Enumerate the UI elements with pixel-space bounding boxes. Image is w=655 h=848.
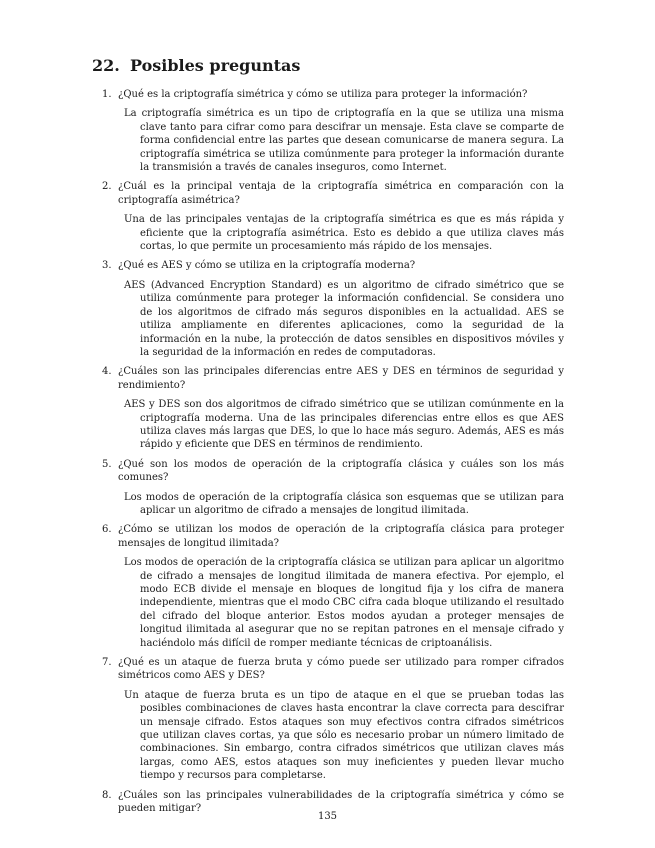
question-number: 7.: [102, 657, 112, 669]
answer-text: AES (Advanced Encryption Standard) es un algoritmo de cifrado simétrico que se utiliza comúnmente para proteger la información confidencial. Se considera uno de los algoritmos de cifrado más seguros disponibles en la actualidad. AES se utiliza ampliamente en diferentes aplicaciones, como la seguridad de la información en la nube, la protección de datos sensibles en dispositivos móviles y la seguridad de la información en redes de computadoras.: [124, 279, 564, 358]
question-number: 4.: [102, 366, 112, 378]
question-item: [92, 656, 564, 783]
answer-text: Una de las principales ventajas de la criptografía simétrica es que es más rápida y eficiente que la criptografía asimétrica. Esto es debido a que utiliza claves más cortas, lo que permite un procesamiento más rápido de los mensajes.: [124, 214, 564, 253]
question-item: [92, 88, 564, 174]
question-text: ¿Qué es un ataque de fuerza bruta y cómo puede ser utilizado para romper cifrados simétricos como AES y DES?: [118, 657, 564, 682]
page-number: 135: [317, 811, 338, 822]
question-text: ¿Qué son los modos de operación de la criptografía clásica y cuáles son los más comunes?: [118, 458, 564, 484]
question-item: [92, 180, 564, 253]
question-number: 2.: [102, 181, 112, 193]
question-text: ¿Cuáles son las principales vulnerabilidades de la criptografía simétrica y cómo se pueden mitigar?: [118, 789, 564, 815]
answer-text: AES y DES son dos algoritmos de cifrado simétrico que se utilizan comúnmente en la criptografía moderna. Una de las principales diferencias entre ellos es que AES utiliza claves más largas que DES, lo que lo hace más seguro. Además, AES es más rápido y eficiente que DES en términos de rendimiento.: [124, 399, 564, 451]
section-number: 22.: [92, 56, 120, 75]
question-number: 5.: [102, 458, 112, 470]
answer-text: Los modos de operación de la criptografía clásica se utilizan para aplicar un algoritmo de cifrado a mensajes de longitud ilimitada de manera efectiva. Por ejemplo, el modo ECB divide el mensaje en bloques de longitud fija y los cifra de manera independiente, mientras que el modo CBC cifra cada bloque utilizando el resultado del cifrado del bloque anterior. Estos modos ayudan a proteger mensajes de longitud ilimitada al asegurar que no se repitan patrones en el mensaje cifrado y haciéndolo más difícil de romper mediante técnicas de criptoanálisis.: [124, 557, 564, 649]
question-number: 6.: [102, 524, 112, 536]
question-item: [92, 259, 564, 359]
question-item: [92, 523, 564, 650]
section-title: Posibles preguntas: [130, 56, 301, 75]
page-content: [92, 56, 564, 822]
question-number: 1.: [102, 89, 112, 100]
question-item: [92, 365, 564, 451]
question-text: ¿Qué es AES y cómo se utiliza en la criptografía moderna?: [118, 260, 416, 272]
section-heading: [92, 56, 564, 76]
answer-text: Los modos de operación de la criptografía clásica son esquemas que se utilizan para aplicar un algoritmo de cifrado a mensajes de longitud ilimitada.: [124, 491, 564, 516]
answer-text: La criptografía simétrica es un tipo de criptografía en la que se utiliza una misma clave tanto para cifrar como para descifrar un mensaje. Esta clave se comparte de forma confidencial entre las partes que desean comunicarse de manera segura. La criptografía simétrica se utiliza comúnmente para proteger la información durante la transmisión a través de canales inseguros, como Internet.: [124, 108, 564, 174]
question-list: [92, 88, 564, 816]
answer-text: Un ataque de fuerza bruta es un tipo de ataque en el que se prueban todas las posibles combinaciones de claves hasta encontrar la clave correcta para descifrar un mensaje cifrado. Estos ataques son muy efectivos contra cifrados simétricos que utilizan claves cortas, ya que sólo es necesario probar un número limitado de combinaciones. Sin embargo, contra cifrados simétricos que utilizan claves más largas, como AES, estos ataques son muy ineficientes y pueden llevar mucho tiempo y recursos para completarse.: [124, 689, 564, 782]
question-text: ¿Qué es la criptografía simétrica y cómo se utiliza para proteger la información?: [118, 89, 528, 100]
question-text: ¿Cuál es la principal ventaja de la criptografía simétrica en comparación con la criptografía asimétrica?: [118, 181, 564, 206]
question-number: 3.: [102, 260, 112, 272]
question-number: 8.: [102, 789, 112, 801]
question-text: ¿Cuáles son las principales diferencias entre AES y DES en términos de seguridad y rendimiento?: [118, 366, 564, 391]
question-item: [92, 458, 564, 518]
question-text: ¿Cómo se utilizan los modos de operación de la criptografía clásica para proteger mensajes de longitud ilimitada?: [118, 524, 564, 549]
